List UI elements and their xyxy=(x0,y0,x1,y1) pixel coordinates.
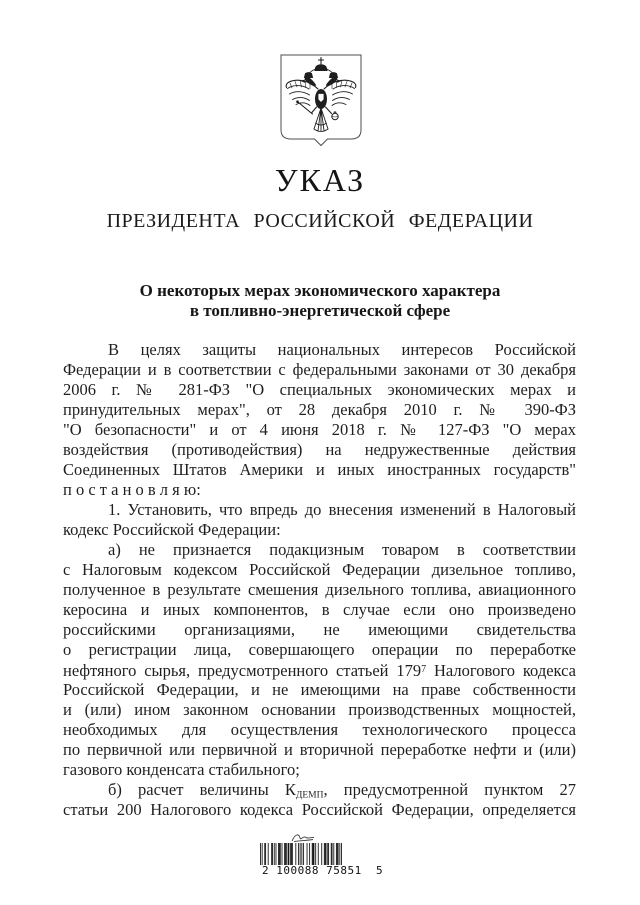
body-line xyxy=(63,680,576,700)
text-run: статьи 200 Налогового кодекса Российской Федерации, определяется xyxy=(63,800,576,819)
body-line xyxy=(63,360,576,380)
text-run: и (или) ином законном основании производственных мощностей, xyxy=(63,700,576,719)
superscript-text: 7 xyxy=(421,664,427,675)
body-line xyxy=(63,380,576,400)
body-line xyxy=(63,620,576,640)
body-line xyxy=(63,700,576,720)
body-line xyxy=(63,440,576,460)
barcode xyxy=(250,831,384,877)
body-line xyxy=(63,720,576,740)
body-line xyxy=(63,400,576,420)
text-run: с Налоговым кодексом Российской Федерации дизельное топливо, xyxy=(63,560,576,579)
text-run: Федерации и в соответствии с федеральными законами от 30 декабря xyxy=(63,360,576,379)
text-run: полученное в результате смешения дизельного топлива, авиационного xyxy=(63,580,576,599)
text-run: по первичной или первичной и вторичной переработке нефти и (или) xyxy=(63,740,576,759)
text-run: 2006 г. № 281-ФЗ "О специальных экономических мерах и xyxy=(63,380,576,399)
body-line xyxy=(63,480,576,500)
body-line xyxy=(63,660,576,680)
body-line xyxy=(63,580,576,600)
text-run: кодекс Российской Федерации: xyxy=(63,520,281,539)
body-line xyxy=(63,640,576,660)
document-type-heading: УКАЗ xyxy=(274,162,366,198)
text-run: Соединенных Штатов Америки и иных иностранных государств" xyxy=(63,460,576,479)
barcode-number: 2 100088 75851 5 xyxy=(262,864,384,877)
body-line xyxy=(63,560,576,580)
handwritten-mark-icon xyxy=(290,831,316,843)
text-run: газового конденсата стабильного; xyxy=(63,760,300,779)
text-run: необходимых для осуществления технологического процесса xyxy=(63,720,576,739)
body-line xyxy=(63,420,576,440)
body-line xyxy=(63,520,576,540)
text-run: б) расчет величины К xyxy=(108,780,296,799)
body-line xyxy=(63,760,576,780)
barcode-bars xyxy=(260,843,342,865)
text-run: , предусмотренной пунктом 27 xyxy=(323,780,577,799)
text-run: а) не признается подакцизным товаром в соответствии xyxy=(108,540,576,559)
issuer-heading: ПРЕЗИДЕНТА РОССИЙСКОЙ ФЕДЕРАЦИИ xyxy=(106,210,534,232)
body-line xyxy=(63,780,576,800)
document-body xyxy=(63,340,576,820)
subject-line-2: в топливно-энергетической сфере xyxy=(189,301,451,320)
text-run: 1. Установить, что впредь до внесения изменений в Налоговый xyxy=(108,500,576,519)
body-line xyxy=(63,340,576,360)
suberscript-text: ДЕМП xyxy=(295,790,324,801)
body-line xyxy=(63,500,576,520)
body-line xyxy=(63,740,576,760)
subject-title xyxy=(0,281,640,321)
body-line xyxy=(63,600,576,620)
text-run: Налогового кодекса xyxy=(426,661,576,680)
text-run: нефтяного сырья, предусмотренного статьей 179 xyxy=(63,661,422,680)
text-run: п о с т а н о в л я ю: xyxy=(63,480,201,499)
text-run: о регистрации лица, совершающего операции по переработке xyxy=(63,640,576,659)
text-run: воздействия (противодействия) на недружественные действия xyxy=(63,440,576,459)
coat-of-arms xyxy=(278,53,364,148)
text-run: российскими организациями, не имеющими свидетельства xyxy=(63,620,576,639)
text-run: Российской Федерации, и не имеющими на праве собственности xyxy=(63,680,576,699)
subject-line-1: О некоторых мерах экономического характера xyxy=(139,281,501,300)
text-run: "О безопасности" и от 4 июня 2018 г. № 127-ФЗ "О мерах xyxy=(63,420,576,439)
body-line xyxy=(63,540,576,560)
text-run: В целях защиты национальных интересов Российской xyxy=(108,340,576,359)
body-line xyxy=(63,460,576,480)
body-line xyxy=(63,800,576,820)
text-run: керосина и иных компонентов, в случае если оно произведено xyxy=(63,600,576,619)
text-run: принудительных мерах", от 28 декабря 2010 г. № 390-ФЗ xyxy=(63,400,576,419)
russian-coat-of-arms-icon xyxy=(278,53,364,148)
